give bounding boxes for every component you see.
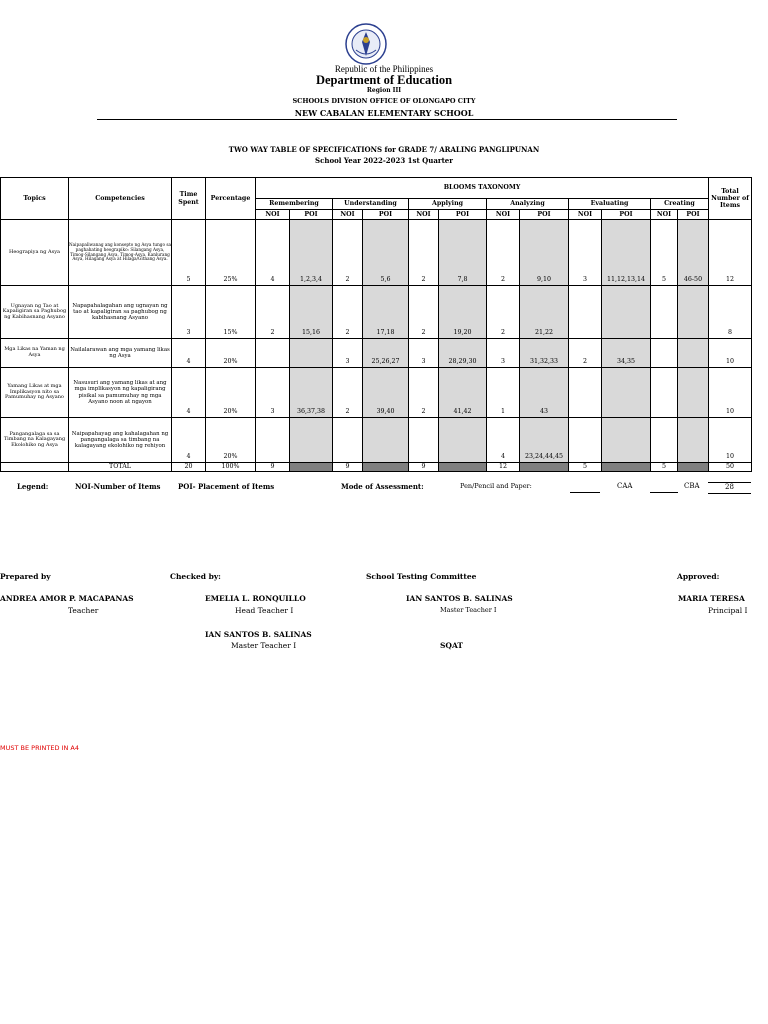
poi-cell: 5,6 [363,220,409,286]
competency-cell: Nailalarawan ang mga yamang likas ng Asya [69,339,172,368]
percentage-cell: 15% [206,286,256,339]
competency-cell: Nasusuri ang yamang likas at ang mga implikasyon ng kapaligirang pisikal sa pamumuhay ng mga Asyano noon at ngayon [69,368,172,418]
poi-cell: 21,22 [520,286,569,339]
poi-cell: 41,42 [439,368,487,418]
totals-label: TOTAL [69,463,172,472]
specification-table [0,177,752,472]
total-items-cell: 10 [709,339,752,368]
header-poi: POI [439,210,487,220]
poi-cell [602,286,651,339]
header-blooms-taxonomy: BLOOMS TAXONOMY [256,178,709,199]
mode-of-assessment-label: Mode of Assessment: [341,482,424,491]
totals-noi-cell: 5 [569,463,602,472]
topic-cell: Mga Likas na Yaman ng Asya [1,339,69,368]
header-school: NEW CABALAN ELEMENTARY SCHOOL [294,108,474,118]
topic-cell: Pangangalaga sa sa Timbang na Kalagayang Ekolohiko ng Asya [1,418,69,463]
header-total-items: Total Number of Items [709,178,752,220]
header-level-remembering: Remembering [256,199,333,210]
topic-cell: Ugnayan ng Tao at Kapaligiran sa Paghubog ng Kabihasnang Asyano [1,286,69,339]
noi-cell: 2 [333,368,363,418]
header-department: Department of Education [315,73,453,87]
pen-paper-label: Pen/Pencil and Paper: [460,482,532,490]
percentage-cell: 20% [206,418,256,463]
prepared-by-label: Prepared by [0,572,51,581]
poi-cell [678,418,709,463]
noi-cell [333,418,363,463]
header-divider [97,119,677,120]
cba-label: CBA [684,482,700,490]
approved-name: MARIA TERESA [678,594,745,603]
table-row [1,286,752,339]
deped-seal-logo [345,23,387,65]
header-noi: NOI [569,210,602,220]
caa-blank [650,482,678,493]
time-spent-cell: 3 [172,286,206,339]
totals-row [1,463,752,472]
noi-cell: 2 [487,220,520,286]
poi-cell [602,418,651,463]
percentage-cell: 20% [206,368,256,418]
poi-cell: 15,16 [290,286,333,339]
noi-cell [569,368,602,418]
totals-poi-cell [520,463,569,472]
competency-cell: Napapahalagahan ang ugnayan ng tao at kapaligiran sa paghubog ng kabihasnang Asyano [69,286,172,339]
poi-cell: 19,20 [439,286,487,339]
totals-blank-cell [1,463,69,472]
header-noi: NOI [651,210,678,220]
header-topics: Topics [1,178,69,220]
checked-title: Head Teacher I [235,606,294,615]
time-spent-cell: 4 [172,368,206,418]
noi-cell [256,339,290,368]
header-poi: POI [520,210,569,220]
document-subtitle: School Year 2022-2023 1st Quarter [315,156,453,165]
percentage-cell: 20% [206,339,256,368]
time-spent-cell: 4 [172,418,206,463]
totals-poi-cell [602,463,651,472]
approved-label: Approved: [677,572,720,581]
poi-cell: 17,18 [363,286,409,339]
percentage-cell: 25% [206,220,256,286]
poi-cell [602,368,651,418]
total-items-cell: 10 [709,368,752,418]
header-poi: POI [602,210,651,220]
totals-noi-cell: 12 [487,463,520,472]
poi-cell: 34,35 [602,339,651,368]
noi-cell: 2 [409,286,439,339]
print-warning: MUST BE PRINTED IN A4 [0,744,79,752]
noi-cell [651,418,678,463]
noi-cell [651,286,678,339]
noi-cell: 2 [409,220,439,286]
totals-noi-cell: 9 [409,463,439,472]
time-spent-cell: 5 [172,220,206,286]
totals-poi-cell [678,463,709,472]
totals-percentage: 100% [206,463,256,472]
poi-cell: 1,2,3,4 [290,220,333,286]
topic-cell: Yamang Likas at mga Implikasyon nito sa Pamumuhay ng Asyano [1,368,69,418]
prepared-title: Teacher [68,606,99,615]
committee-name: IAN SANTOS B. SALINAS [406,594,513,603]
second-committee-title: Master Teacher I [231,641,297,650]
totals-poi-cell [439,463,487,472]
poi-cell [290,339,333,368]
header-level-evaluating: Evaluating [569,199,651,210]
poi-cell [363,418,409,463]
noi-cell [651,339,678,368]
header-percentage: Percentage [206,178,256,220]
committee-title: Master Teacher I [440,606,497,614]
total-items-cell: 10 [709,418,752,463]
totals-poi-cell [290,463,333,472]
checked-by-label: Checked by: [170,572,221,581]
noi-cell: 1 [487,368,520,418]
header-level-applying: Applying [409,199,487,210]
noi-cell: 2 [409,368,439,418]
totals-grand-total: 50 [709,463,752,472]
header-level-analyzing: Analyzing [487,199,569,210]
header-poi: POI [363,210,409,220]
legend-poi: POI- Placement of Items [178,482,275,491]
header-poi: POI [678,210,709,220]
table-row [1,339,752,368]
poi-cell: 9,10 [520,220,569,286]
poi-cell: 36,37,38 [290,368,333,418]
legend-label: Legend: [17,482,49,491]
approved-title: Principal I [708,606,748,615]
header-region: Region III [366,87,402,94]
noi-cell [409,418,439,463]
header-division: SCHOOLS DIVISION OFFICE OF OLONGAPO CITY [292,97,476,105]
poi-cell [678,286,709,339]
table-row [1,220,752,286]
noi-cell: 2 [569,339,602,368]
header-level-creating: Creating [651,199,709,210]
totals-noi-cell: 5 [651,463,678,472]
noi-cell [256,418,290,463]
poi-cell [290,418,333,463]
legend-row [0,482,751,494]
totals-poi-cell [363,463,409,472]
poi-cell: 23,24,44,45 [520,418,569,463]
time-spent-cell: 4 [172,339,206,368]
poi-cell: 7,8 [439,220,487,286]
header-noi: NOI [409,210,439,220]
prepared-name: ANDREA AMOR P. MACAPANAS [0,594,134,603]
noi-cell: 3 [256,368,290,418]
header-time-spent: Time Spent [172,178,206,220]
topic-cell: Heograpiya ng Asya [1,220,69,286]
noi-cell: 2 [487,286,520,339]
noi-cell: 2 [333,286,363,339]
noi-cell: 3 [487,339,520,368]
total-items-cell: 12 [709,220,752,286]
header-competencies: Competencies [69,178,172,220]
document-title: TWO WAY TABLE OF SPECIFICATIONS for GRADE 7/ ARALING PANGLIPUNAN [228,145,540,154]
noi-cell: 3 [409,339,439,368]
header-noi: NOI [487,210,520,220]
competency-cell: Naipapahayag ang kahalagahan ng pangangalaga sa timbang na kalagayang ekolohiko ng rehiyon [69,418,172,463]
header-republic: Republic of the Philippines [334,64,434,74]
noi-cell [651,368,678,418]
competency-cell: Naipapaliwanag ang konsepto ng Asya tungo sa paghahating heograpiko: Silangang Asya, Timog-Silangang Asya, Timog-Asya, Kanlurang Asya, Hilagang Asya at Hilaga/Gitnang Asya. [69,220,172,286]
noi-cell: 2 [256,286,290,339]
poi-cell: 39,40 [363,368,409,418]
poi-cell: 46-50 [678,220,709,286]
header-noi: NOI [256,210,290,220]
legend-noi: NOI-Number of Items [75,482,161,491]
noi-cell: 3 [333,339,363,368]
noi-cell: 4 [256,220,290,286]
header-level-understanding: Understanding [333,199,409,210]
poi-cell: 25,26,27 [363,339,409,368]
noi-cell: 4 [487,418,520,463]
checked-name: EMELIA L. RONQUILLO [205,594,306,603]
committee-label: School Testing Committee [366,572,477,581]
poi-cell: 28,29,30 [439,339,487,368]
second-committee-name: IAN SANTOS B. SALINAS [205,630,312,639]
poi-cell: 31,32,33 [520,339,569,368]
noi-cell [569,286,602,339]
noi-cell: 5 [651,220,678,286]
totals-noi-cell: 9 [333,463,363,472]
totals-noi-cell: 9 [256,463,290,472]
caa-label: CAA [617,482,633,490]
poi-cell: 43 [520,368,569,418]
noi-cell [569,418,602,463]
sqat-label: SQAT [440,641,463,650]
totals-time: 20 [172,463,206,472]
table-row [1,418,752,463]
header-poi: POI [290,210,333,220]
poi-cell [678,368,709,418]
cba-count: 28 [708,482,751,494]
pen-paper-blank [570,482,600,493]
poi-cell: 11,12,13,14 [602,220,651,286]
poi-cell [678,339,709,368]
noi-cell: 2 [333,220,363,286]
table-row [1,368,752,418]
poi-cell [439,418,487,463]
header-noi: NOI [333,210,363,220]
total-items-cell: 8 [709,286,752,339]
noi-cell: 3 [569,220,602,286]
